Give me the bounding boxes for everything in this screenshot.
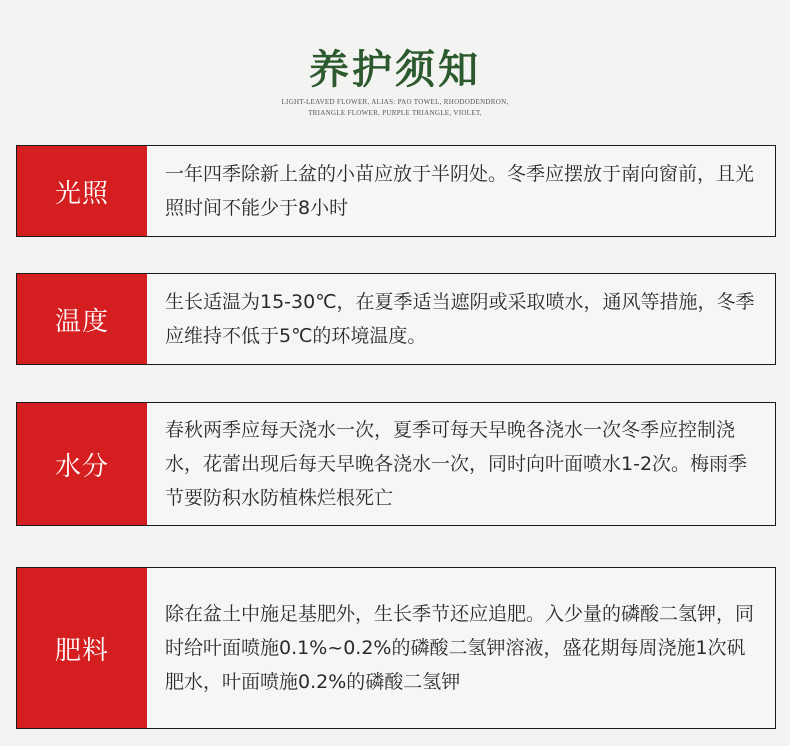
page-title: 养护须知	[309, 46, 481, 93]
care-card-temperature	[16, 273, 776, 365]
care-card-label: 肥料	[17, 568, 147, 728]
care-card-label: 光照	[17, 146, 147, 236]
care-card-label: 温度	[17, 274, 147, 364]
care-card-light	[16, 145, 776, 237]
page-subtitle-line-2: TRIANGLE FLOWER, PURPLE TRIANGLE, VIOLET,	[308, 109, 482, 117]
page-subtitle-line-1: LIGHT-LEAVED FLOWER, ALIAS: PAO TOWEL, RHODODENDRON,	[281, 98, 509, 106]
care-card-text: 除在盆土中施足基肥外，生长季节还应追肥。入少量的磷酸二氢钾，同时给叶面喷施0.1%~0.2%的磷酸二氢钾溶液，盛花期每周浇施1次矾肥水，叶面喷施0.2%的磷酸二氢钾	[165, 603, 755, 693]
care-card-text: 一年四季除新上盆的小苗应放于半阴处。冬季应摆放于南向窗前，且光照时间不能少于8小时	[165, 163, 755, 219]
care-card-text: 春秋两季应每天浇水一次，夏季可每天早晚各浇水一次冬季应控制浇水，花蕾出现后每天早晚各浇水一次，同时向叶面喷水1-2次。梅雨季节要防积水防植株烂根死亡	[165, 419, 748, 509]
care-card-water	[16, 402, 776, 526]
care-card-text: 生长适温为15-30℃，在夏季适当遮阴或采取喷水，通风等措施，冬季应维持不低于5℃的环境温度。	[165, 291, 755, 347]
care-card-fertilizer	[16, 567, 776, 729]
care-card-label: 水分	[17, 403, 147, 525]
